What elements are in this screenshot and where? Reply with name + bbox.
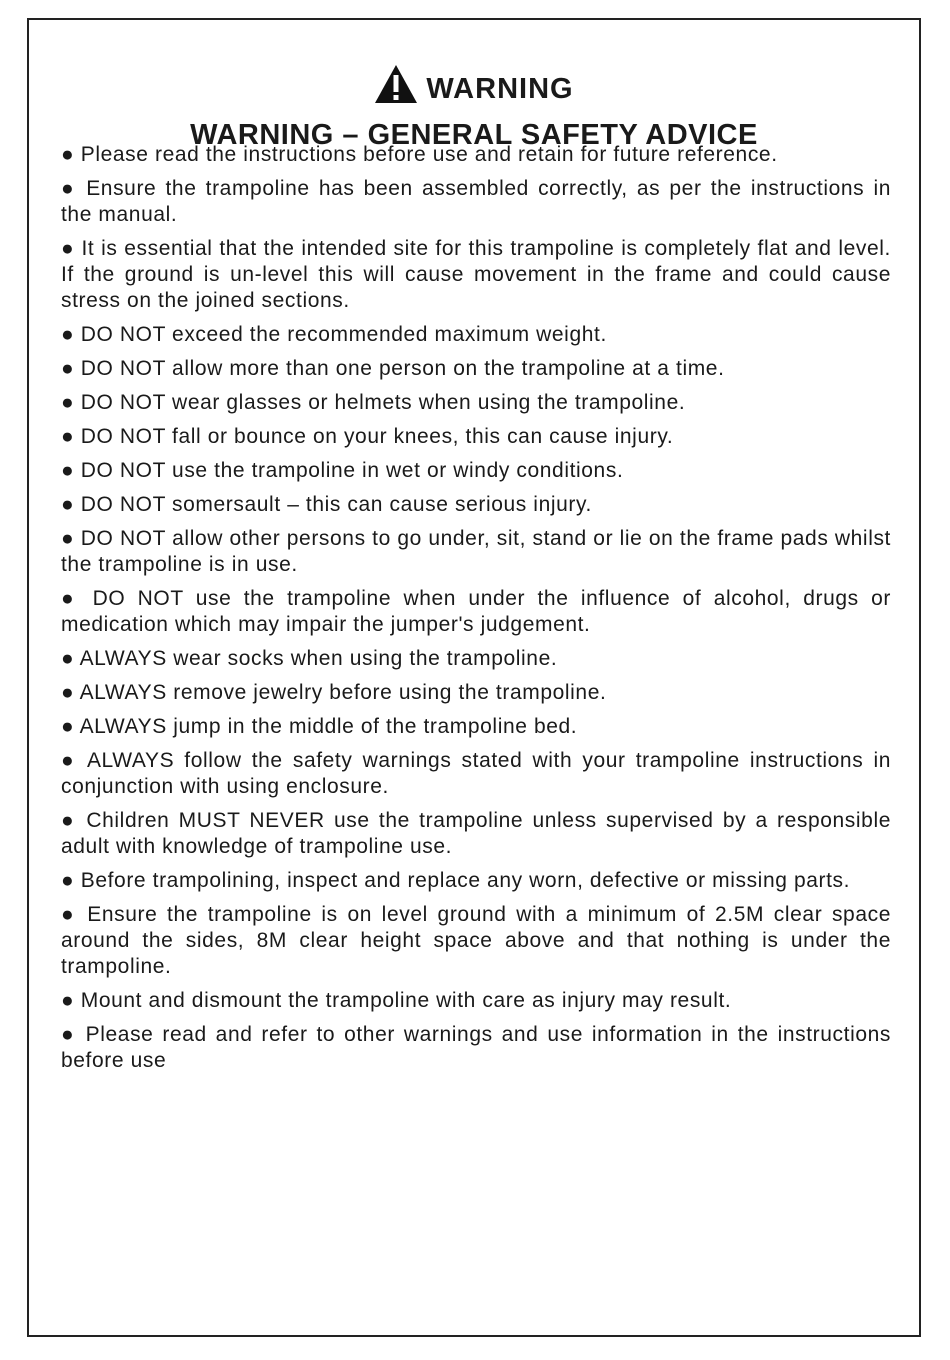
bullet: ● [61,177,78,200]
bullet: ● [61,587,81,610]
item-text: ALWAYS jump in the middle of the trampoline bed. [79,715,578,738]
item-text: Please read the instructions before use and retain for future reference. [80,143,778,166]
list-item [61,492,891,518]
item-text: DO NOT wear glasses or helmets when using the trampoline. [80,391,686,414]
bullet: ● [61,425,75,448]
list-item [61,322,891,348]
page-title: WARNING – GENERAL SAFETY ADVICE [190,119,758,151]
bullet: ● [61,357,75,380]
item-text: ALWAYS remove jewelry before using the trampoline. [79,681,607,704]
list-item [61,646,891,672]
list-item [61,356,891,382]
item-text: DO NOT fall or bounce on your knees, this can cause injury. [80,425,674,448]
list-item [61,142,891,168]
list-item [61,748,891,800]
list-item [61,714,891,740]
list-item [61,586,891,638]
item-text: Ensure the trampoline is on level ground with a minimum of 2.5M clear space around the sides, 8M clear height space above and that nothing is under the trampoline. [61,903,891,978]
header [29,60,919,152]
item-text: DO NOT somersault – this can cause serious injury. [80,493,592,516]
item-text: ALWAYS follow the safety warnings stated with your trampoline instructions in conjunction with using enclosure. [61,749,891,798]
item-text: Ensure the trampoline has been assembled correctly, as per the instructions in the manual. [61,177,891,226]
item-text: DO NOT allow more than one person on the trampoline at a time. [80,357,725,380]
bullet: ● [61,323,75,346]
bullet: ● [61,989,75,1012]
bullet: ● [61,493,75,516]
warning-triangle-icon [374,64,418,104]
list-item [61,680,891,706]
list-item [61,458,891,484]
item-text: ALWAYS wear socks when using the trampoline. [79,647,558,670]
bullet: ● [61,681,75,704]
bullet: ● [61,903,78,926]
list-item [61,902,891,980]
bullet: ● [61,749,78,772]
list-item [61,176,891,228]
list-item [61,1022,891,1074]
bullet: ● [61,459,75,482]
bullet: ● [61,647,75,670]
bullet: ● [61,1023,77,1046]
bullet: ● [61,869,75,892]
bullet: ● [61,237,75,260]
list-item [61,390,891,416]
document-frame [27,18,921,1337]
item-text: Please read and refer to other warnings and use information in the instructions before use [61,1023,891,1072]
list-item [61,868,891,894]
safety-advice-list [61,142,891,1082]
bullet: ● [61,809,78,832]
list-item [61,526,891,578]
bullet: ● [61,143,75,166]
item-text: DO NOT use the trampoline in wet or windy conditions. [80,459,624,482]
bullet: ● [61,527,75,550]
list-item [61,424,891,450]
bullet: ● [61,715,75,738]
item-text: Children MUST NEVER use the trampoline unless supervised by a responsible adult with knowledge of trampoline use. [61,809,891,858]
warning-label: WARNING [426,73,574,105]
list-item [61,236,891,314]
bullet: ● [61,391,75,414]
item-text: DO NOT exceed the recommended maximum weight. [80,323,607,346]
list-item [61,808,891,860]
item-text: Before trampolining, inspect and replace any worn, defective or missing parts. [80,869,851,892]
item-text: It is essential that the intended site for this trampoline is completely flat and level. If the ground is un-level this will cause movement in the frame and could cause stress on the joined sections. [61,237,891,312]
list-item [61,988,891,1014]
item-text: DO NOT allow other persons to go under, sit, stand or lie on the frame pads whilst the trampoline is in use. [61,527,891,576]
warning-line [29,60,919,104]
item-text: DO NOT use the trampoline when under the influence of alcohol, drugs or medication which may impair the jumper's judgement. [61,587,891,636]
item-text: Mount and dismount the trampoline with care as injury may result. [80,989,732,1012]
